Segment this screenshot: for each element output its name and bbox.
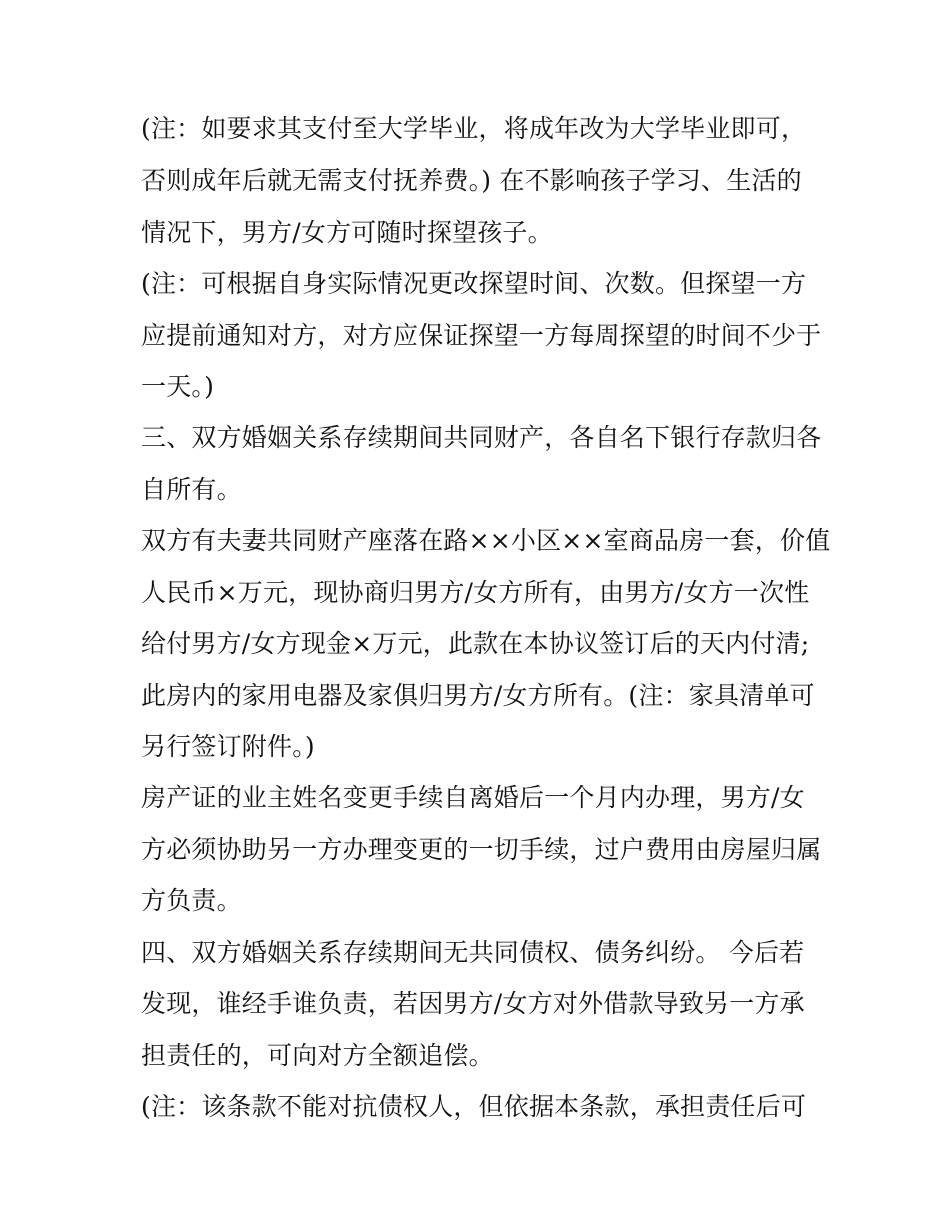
text-line: 双方有夫妻共同财产座落在路××小区××室商品房一套，价值: [141, 526, 831, 555]
text-line: 否则成年后就无需支付抚养费。) 在不影响孩子学习、生活的: [141, 166, 802, 195]
text-line: (注：该条款不能对抗债权人，但依据本条款，承担责任后可: [141, 1092, 807, 1121]
text-line: 方必须协助另一方办理变更的一切手续，过户费用由房屋归属: [141, 835, 822, 864]
text-line: (注：可根据自身实际情况更改探望时间、次数。但探望一方: [141, 269, 807, 298]
text-line: 发现，谁经手谁负责，若因男方/女方对外借款导致另一方承: [141, 989, 805, 1018]
text-line: 给付男方/女方现金×万元，此款在本协议签订后的天内付清;: [141, 629, 810, 658]
text-line: 三、双方婚姻关系存续期间共同财产，各自名下银行存款归各: [141, 423, 822, 452]
text-line: 四、双方婚姻关系存续期间无共同债权、债务纠纷。 今后若: [141, 938, 805, 967]
text-line: 房产证的业主姓名变更手续自离婚后一个月内办理，男方/女: [141, 783, 805, 812]
text-line: 方负责。: [141, 886, 242, 915]
text-line: (注：如要求其支付至大学毕业，将成年改为大学毕业即可，: [141, 114, 807, 143]
text-line: 情况下，男方/女方可随时探望孩子。: [141, 218, 553, 247]
text-line: 一天。): [141, 372, 215, 401]
text-line: 自所有。: [141, 475, 242, 504]
text-line: 担责任的，可向对方全额追偿。: [141, 1041, 494, 1070]
text-line: 应提前通知对方，对方应保证探望一方每周探望的时间不少于: [141, 321, 822, 350]
text-line: 此房内的家用电器及家俱归男方/女方所有。(注：家具清单可: [141, 681, 815, 710]
text-line: 人民币×万元，现协商归男方/女方所有，由男方/女方一次性: [141, 578, 810, 607]
text-line: 另行签订附件。): [141, 732, 315, 761]
